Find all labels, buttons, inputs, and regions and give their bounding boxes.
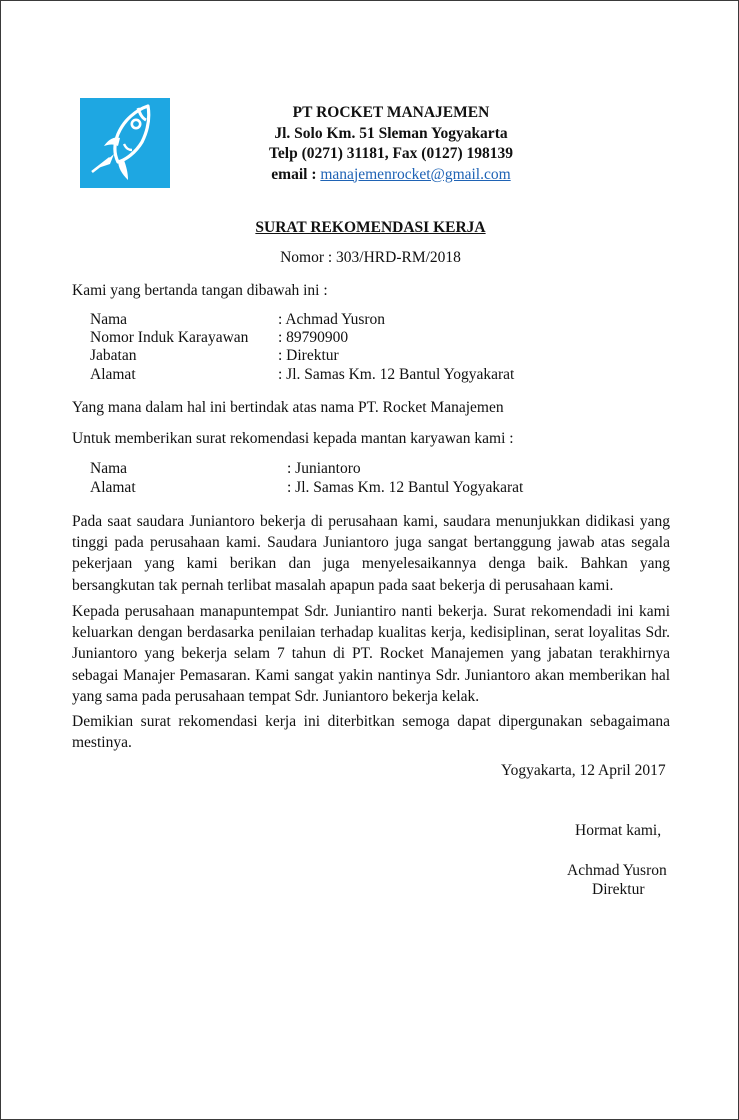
- intro-text: Kami yang bertanda tangan dibawah ini :: [72, 282, 328, 299]
- employee-label-name: Nama: [90, 460, 128, 477]
- paragraph-2: Kepada perusahaan manapuntempat Sdr. Juniantiro nanti bekerja. Surat rekomendadi ini kami keluarkan dengan berdasarka penilaian terhadap kualitas kerja, kedisiplinan, serat loyalitas Sdr. Juniantoro yang bekerja selam 7 tahun di PT. Rocket Manajemen yang jabatan terakhirnya sebagai Manajer Pemasaran. Kami sangat yakin nantinya Sdr. Juniantoro akan memberikan hal yang sama pada perusahaan tempat Sdr. Juniantoro bekerja kelak.: [72, 603, 670, 705]
- signature-title: Direktur: [592, 881, 645, 898]
- email-link[interactable]: manajemenrocket@gmail.com: [320, 165, 511, 183]
- signer-value-name: : Achmad Yusron: [278, 311, 386, 328]
- email-label: email :: [271, 165, 317, 183]
- signer-value-nik: : 89790900: [278, 329, 349, 346]
- signature-name: Achmad Yusron: [567, 862, 667, 879]
- employee-value-address: : Jl. Samas Km. 12 Bantul Yogyakarat: [287, 479, 524, 496]
- rocket-icon: [80, 98, 170, 188]
- letter-number: Nomor : 303/HRD-RM/2018: [280, 249, 461, 266]
- purpose-text: Untuk memberikan surat rekomendasi kepada mantan karyawan kami :: [72, 430, 514, 447]
- letter-title: SURAT REKOMENDASI KERJA: [255, 219, 486, 236]
- company-name: PT ROCKET MANAJEMEN: [292, 104, 490, 121]
- company-address: Jl. Solo Km. 51 Sleman Yogyakarta: [274, 124, 508, 142]
- signer-label-position: Jabatan: [90, 347, 137, 364]
- letterhead: [181, 103, 601, 185]
- company-phone: Telp (0271) 31181, Fax (0127) 198139: [269, 145, 513, 162]
- signer-value-address: : Jl. Samas Km. 12 Bantul Yogyakarat: [278, 366, 515, 383]
- acting-text: Yang mana dalam hal ini bertindak atas nama PT. Rocket Manajemen: [72, 399, 504, 416]
- employee-label-address: Alamat: [90, 479, 136, 496]
- employee-value-name: : Juniantoro: [287, 460, 361, 477]
- signer-value-position: : Direktur: [278, 347, 339, 364]
- paragraph-1: Pada saat saudara Juniantoro bekerja di perusahaan kami, saudara menunjukkan didikasi yang tinggi pada perusahaan kami. Saudara Juniantoro juga sangat bertanggung jawab atas segala pekerjaan yang kami berikan dan juga menyelesaikannya denga baik. Bahkan yang bersangkutan tak pernah terlibat masalah apapun pada saat bekerja di perusahaan kami.: [72, 513, 670, 594]
- signer-label-name: Nama: [90, 311, 128, 328]
- paragraph-3: Demikian surat rekomendasi kerja ini diterbitkan semoga dapat dipergunakan sebagaimana mestinya.: [72, 713, 670, 752]
- signer-label-address: Alamat: [90, 366, 136, 383]
- signer-label-nik: Nomor Induk Karayawan: [90, 329, 249, 346]
- company-email-line: [181, 165, 601, 186]
- place-date: Yogyakarta, 12 April 2017: [501, 762, 666, 779]
- closing-greeting: Hormat kami,: [575, 822, 662, 839]
- company-logo: [80, 98, 170, 188]
